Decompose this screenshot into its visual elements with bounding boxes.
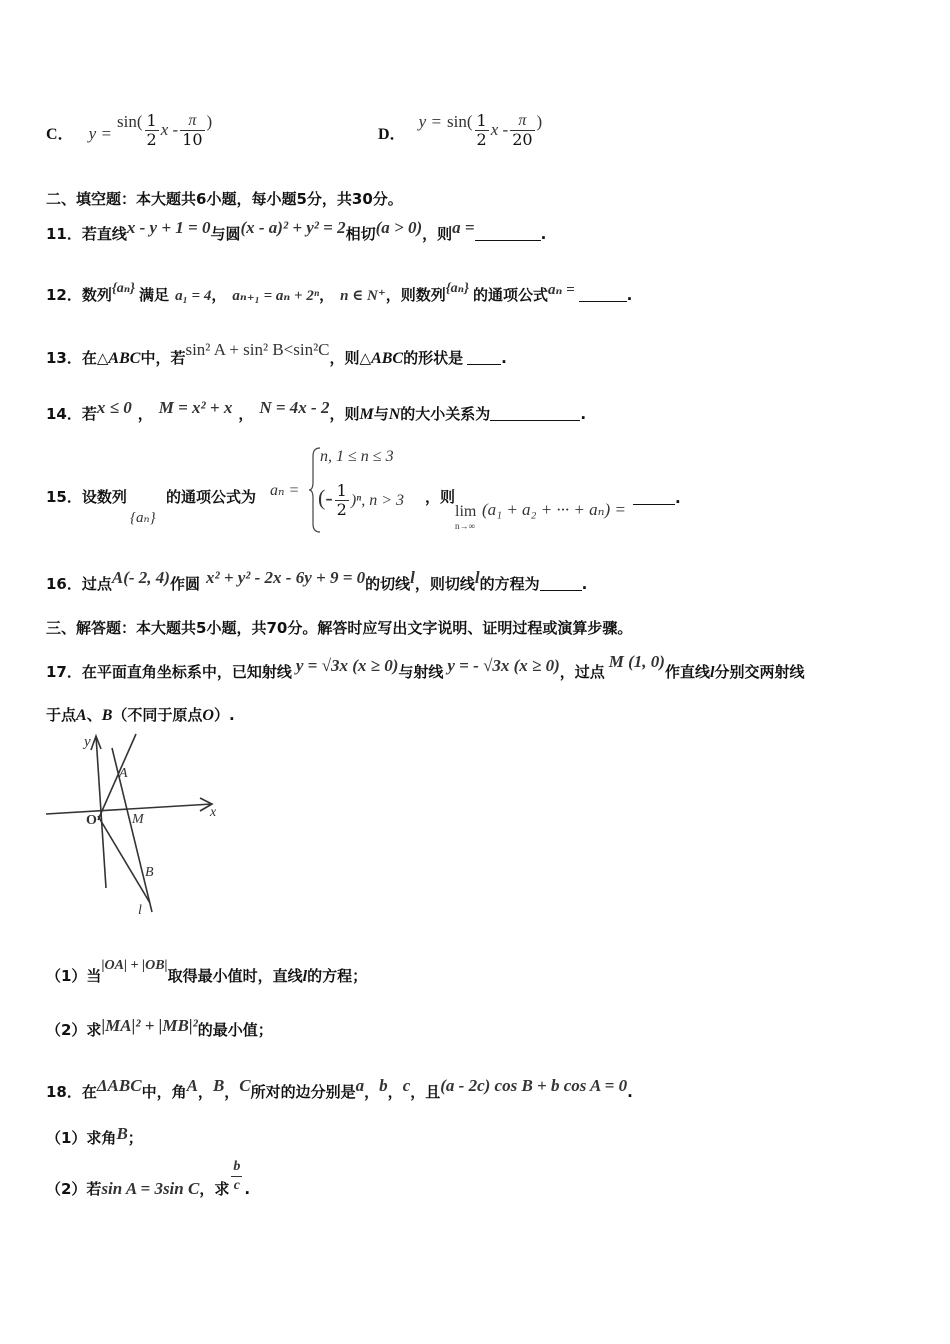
q15-sum: (a₁ + a₂ + ··· + aₙ) =: [482, 500, 626, 519]
question-18: [46, 1076, 633, 1102]
q18-comma1: ，: [197, 1083, 213, 1101]
q12-end: .: [626, 286, 633, 304]
q18-part1: [46, 1124, 143, 1148]
q18p1-B: B: [116, 1124, 128, 1143]
q12-seq: {aₙ}: [111, 281, 136, 296]
q17p1-text2: 取得最小值时，直线: [167, 967, 303, 985]
q17-point-M: M (1, 0): [608, 652, 665, 671]
q12-comma2: ，: [319, 286, 335, 304]
question-13: [46, 340, 507, 368]
fig-l-label: l: [138, 903, 142, 918]
q18-text4: ，且: [410, 1083, 441, 1101]
q18p1-end: ；: [127, 1129, 143, 1147]
q17p2-text2: 的最小值；: [197, 1021, 273, 1039]
q18-part2: [46, 1158, 250, 1199]
q12-text2: 满足: [139, 286, 170, 304]
question-17-line2: [46, 704, 235, 725]
q12-an: aₙ =: [547, 282, 575, 298]
q12-domain: n ∈ N⁺: [340, 288, 386, 304]
q14-yu: 与: [373, 405, 389, 423]
q12-init: a₁ = 4: [175, 288, 212, 304]
q12-seq2: {aₙ}: [445, 281, 469, 296]
q11-answer-blank[interactable]: [475, 226, 541, 241]
q14-text2: ，则: [329, 405, 360, 423]
question-16: [46, 568, 587, 594]
q11-circle-eq: (x - a)² + y² = 2: [240, 218, 346, 237]
q15-an: aₙ =: [270, 482, 300, 499]
q13-abc: ABC: [108, 350, 141, 367]
option-d-y: y =: [418, 112, 442, 131]
q18p2-eq: sin A = 3sin C: [101, 1179, 200, 1198]
q12-recur: aₙ₊₁ = aₙ + 2ⁿ: [232, 288, 320, 304]
q18-comma4: ，: [387, 1083, 403, 1101]
q11-text2: 与圆: [210, 225, 241, 243]
x-axis: [46, 804, 212, 814]
q17-ray1: y = √3x (x ≥ 0): [295, 656, 399, 675]
q18-comma2: ，: [224, 1083, 240, 1101]
q17p2-pre: （2）求: [46, 1021, 102, 1039]
q18p2-end: .: [244, 1180, 251, 1198]
q17-part2: [46, 1016, 273, 1040]
q11-a-eq: a =: [452, 218, 475, 237]
q17-text: 17．在平面直角坐标系中，已知射线: [46, 663, 292, 681]
q18-end: .: [627, 1083, 633, 1101]
q18p2-text2: ，求: [199, 1180, 230, 1198]
q14-end: .: [580, 405, 587, 423]
q17p2-expr: |MA|² + |MB|²: [101, 1016, 198, 1035]
q13-text4: 的形状是: [403, 349, 464, 367]
q13-end: .: [501, 349, 507, 367]
q15-case2-rest: )ⁿ, n > 3: [350, 492, 405, 509]
q14-M: M = x² + x: [158, 398, 233, 417]
q17-sep: 、: [86, 706, 102, 724]
q17-text3: ，过点: [559, 663, 605, 681]
q13-inequality: sin² A + sin² B<sin²C: [185, 340, 330, 359]
q14-M-label: M: [359, 406, 374, 423]
q11-condition: (a > 0): [375, 218, 423, 237]
q15-text2: 的通项公式为: [166, 488, 257, 506]
q17p1-pre: （1）当: [46, 967, 102, 985]
q16-text2: 作圆: [169, 575, 200, 593]
question-17-line1: [46, 652, 804, 682]
q11-text3: 相切: [345, 225, 376, 243]
fig-M-label: M: [132, 812, 144, 827]
q18p1-pre: （1）求角: [46, 1129, 117, 1147]
fig-x-label: x: [210, 805, 217, 820]
q18-A: A: [186, 1076, 198, 1095]
q17p1-expr: |OA| + |OB|: [101, 958, 168, 973]
q14-text: 14．若: [46, 405, 97, 423]
q16-circle: x² + y² - 2x - 6y + 9 = 0: [205, 568, 366, 587]
q14-comma1: ，: [137, 405, 153, 423]
q14-N: N = 4x - 2: [259, 398, 330, 417]
q18-text2: 中，角: [141, 1083, 187, 1101]
q18-text3: 所对的边分别是: [250, 1083, 356, 1101]
option-c-pi: $\frac{\pi}{10}$: [182, 112, 203, 149]
q15-text: 15．设数列: [46, 488, 127, 506]
q18-a: a: [355, 1076, 365, 1095]
q16-text5: 的方程为: [479, 575, 540, 593]
q15-seq: {aₙ}: [130, 510, 156, 526]
q16-point: A(- 2, 4): [111, 568, 170, 587]
option-c-y: y =: [88, 124, 112, 143]
q17-text4: 作直线: [664, 663, 710, 681]
q16-answer-blank[interactable]: [540, 576, 582, 591]
q16-end: .: [581, 575, 588, 593]
q17-text5: 分别交两射线: [714, 663, 805, 681]
q12-text3: ，则数列: [385, 286, 446, 304]
q17p1-text3: 的方程；: [307, 967, 368, 985]
q15-lim-sub: n→∞: [455, 521, 475, 531]
option-d: [378, 112, 542, 149]
q17-line2-text2: （不同于原点: [112, 706, 203, 724]
q11-text: 11．若直线: [46, 225, 127, 243]
q12-text: 12．数列: [46, 286, 112, 304]
q16-l1: l: [410, 568, 415, 587]
q13-text3: ，则△: [329, 349, 372, 367]
fig-A-label: A: [119, 766, 128, 781]
q16-text4: ，则切线: [414, 575, 475, 593]
q16-text: 16．过点: [46, 575, 112, 593]
section-3-heading: 三、解答题：本大题共5小题，共70分。解答时应写出文字说明、证明过程或演算步骤。: [46, 619, 633, 637]
q18-B: B: [212, 1076, 225, 1095]
section-2-heading: 二、填空题：本大题共6小题，每小题5分，共30分。: [46, 190, 403, 208]
q14-answer-blank[interactable]: [490, 406, 580, 421]
q15-answer-blank[interactable]: [633, 490, 675, 505]
q17-text2: 与射线: [398, 663, 444, 681]
q17-line2-end: ）.: [213, 706, 235, 724]
fig-O-label: O: [86, 813, 97, 828]
q14-text3: 的大小关系为: [400, 405, 491, 423]
q13-answer-blank[interactable]: [467, 350, 501, 365]
option-d-pi: $\frac{\pi}{20}$: [512, 112, 533, 149]
option-d-half: $\frac{1}{2}$: [476, 111, 487, 149]
q11-text4: ，则: [422, 225, 453, 243]
line-l: [112, 748, 152, 912]
q17-ray2: y = - √3x (x ≥ 0): [447, 656, 560, 675]
q13-text2: 中，若: [140, 349, 186, 367]
q15-answer: [633, 488, 681, 507]
q18p2-fraction: $\frac{b}{c}$: [233, 1159, 241, 1193]
q12-comma1: ，: [211, 286, 227, 304]
q17-O: O: [202, 707, 214, 724]
q17-B: B: [101, 707, 113, 724]
q17-A: A: [76, 707, 87, 724]
q13-text: 13．在△: [46, 349, 109, 367]
q12-answer-blank[interactable]: [579, 287, 627, 302]
q14-cond: x ≤ 0: [96, 398, 132, 417]
question-15-text: [46, 486, 127, 507]
option-c-close: ): [206, 112, 213, 131]
fig-B-label: B: [145, 865, 154, 880]
q18-c: c: [402, 1076, 411, 1095]
q15-lim: lim: [455, 503, 477, 520]
q18-text: 18．在: [46, 1083, 97, 1101]
q15-case2-open: (-: [318, 485, 333, 510]
q15-case2: [318, 482, 404, 519]
option-c-label: C．: [46, 126, 74, 143]
q18-C: C: [239, 1076, 251, 1095]
q16-l2: l: [474, 568, 480, 587]
ray-2: [98, 816, 150, 903]
q15-half: $\frac{1}{2}$: [336, 481, 347, 519]
q14-comma2: ，: [238, 405, 254, 423]
q17p1-l: l: [302, 968, 308, 985]
question-12: [46, 280, 632, 305]
option-d-sin: sin(: [447, 112, 473, 131]
option-c-x: x -: [160, 120, 179, 139]
option-d-label: D．: [378, 126, 406, 143]
q11-end: .: [540, 225, 547, 243]
option-c-half: $\frac{1}{2}$: [146, 111, 157, 149]
q18-comma3: ，: [364, 1083, 380, 1101]
option-c-sin: sin(: [117, 112, 143, 131]
q18-b: b: [379, 1076, 388, 1095]
q15-end: .: [675, 489, 681, 507]
q11-line-eq: x - y + 1 = 0: [126, 218, 211, 237]
q13-abc2: ABC: [371, 350, 404, 367]
q18p2-pre: （2）若: [46, 1180, 102, 1198]
q17-part1: [46, 958, 367, 986]
option-d-x: x -: [490, 120, 509, 139]
q17-figure: [40, 728, 225, 918]
q15-case1: n, 1 ≤ n ≤ 3: [320, 448, 394, 465]
question-11: [46, 218, 546, 244]
q14-N-label: N: [388, 406, 401, 423]
q17-line2-text: 于点: [46, 706, 77, 724]
q18-equation: (a - 2c) cos B + b cos A = 0: [440, 1076, 628, 1095]
fig-y-label: y: [84, 734, 91, 750]
q12-text4: 的通项公式: [472, 286, 548, 304]
q15-text3: ，则: [425, 488, 456, 506]
q16-text3: 的切线: [365, 575, 411, 593]
q18-triangle: ΔABC: [96, 1076, 142, 1095]
option-d-close: ): [536, 112, 543, 131]
ray-1: [98, 734, 136, 820]
option-c: [46, 112, 212, 149]
question-14: [46, 398, 586, 424]
q17-l: l: [710, 664, 715, 681]
